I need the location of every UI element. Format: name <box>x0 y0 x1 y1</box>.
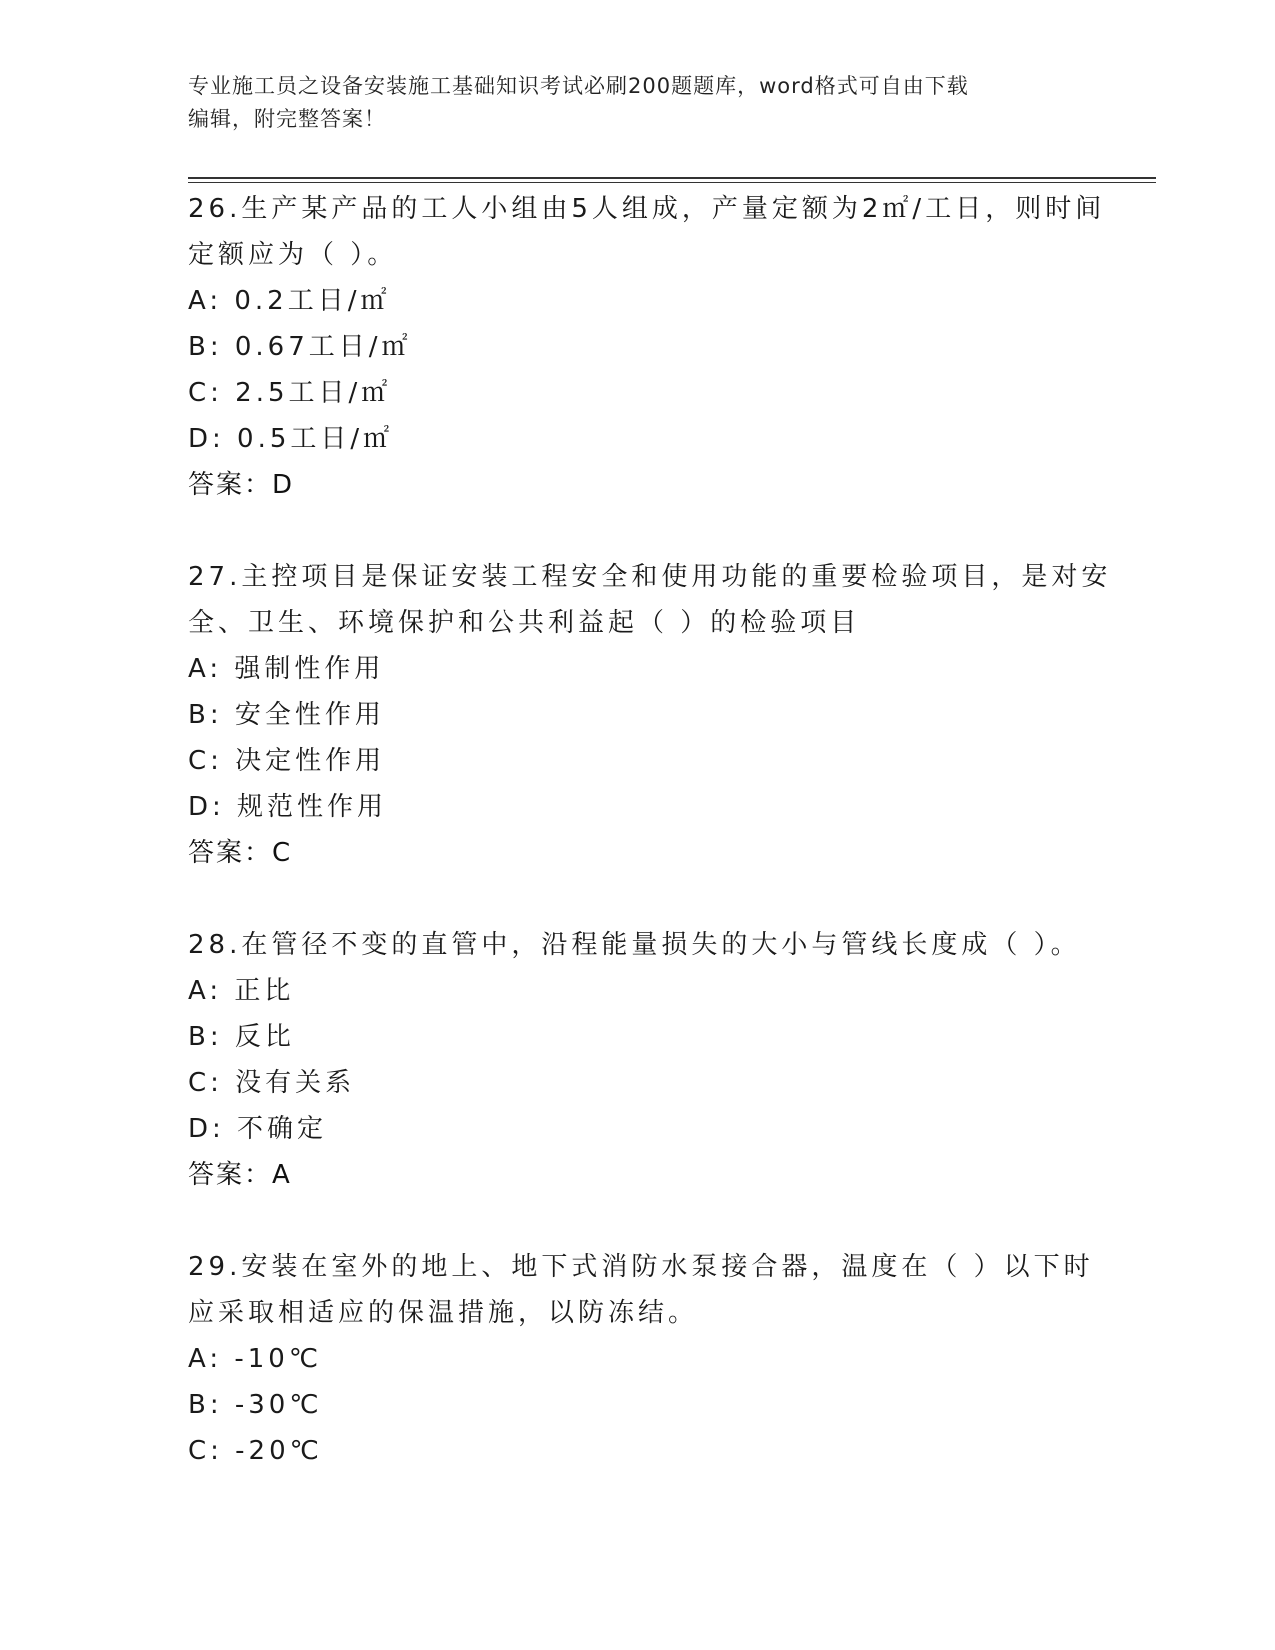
question-stem-continued: 定额应为（ ）。 <box>188 240 398 270</box>
document-header <box>188 70 1088 136</box>
question-stem: 29.安装在室外的地上、地下式消防水泵接合器，温度在（ ）以下时 <box>188 1252 1094 1282</box>
header-line-1: 专业施工员之设备安装施工基础知识考试必刷200题题库，word格式可自由下载 <box>188 74 969 98</box>
header-divider-thick <box>188 177 1156 179</box>
question-28 <box>188 922 1088 1198</box>
question-stem: 27.主控项目是保证安装工程安全和使用功能的重要检验项目，是对安 <box>188 562 1112 592</box>
answer: 答案：A <box>188 1160 292 1190</box>
question-stem: 26.生产某产品的工人小组由5人组成，产量定额为2㎡/工日，则时间 <box>188 194 1106 224</box>
option-c: C: 没有关系 <box>188 1068 356 1098</box>
option-c: C: 2.5工日/㎡ <box>188 378 392 408</box>
option-c: C: -20℃ <box>188 1436 323 1466</box>
option-c: C: 决定性作用 <box>188 746 386 776</box>
question-27 <box>188 554 1112 876</box>
option-d: D: 0.5工日/㎡ <box>188 424 394 454</box>
option-d: D: 规范性作用 <box>188 792 388 822</box>
option-a: A: 0.2工日/㎡ <box>188 286 391 316</box>
question-stem: 28.在管径不变的直管中，沿程能量损失的大小与管线长度成（ ）。 <box>188 930 1081 960</box>
question-26 <box>188 186 1106 508</box>
question-29 <box>188 1244 1094 1474</box>
option-a: A: -10℃ <box>188 1344 323 1374</box>
option-b: B: -30℃ <box>188 1390 323 1420</box>
option-b: B: 反比 <box>188 1022 295 1052</box>
answer: 答案：D <box>188 470 295 500</box>
option-b: B: 0.67工日/㎡ <box>188 332 412 362</box>
option-d: D: 不确定 <box>188 1114 328 1144</box>
header-line-2: 编辑，附完整答案！ <box>188 107 386 131</box>
option-b: B: 安全性作用 <box>188 700 385 730</box>
header-divider-thin <box>188 182 1156 183</box>
option-a: A: 正比 <box>188 976 295 1006</box>
question-stem-continued: 全、卫生、环境保护和公共利益起（ ）的检验项目 <box>188 608 861 638</box>
option-a: A: 强制性作用 <box>188 654 385 684</box>
question-stem-continued: 应采取相适应的保温措施，以防冻结。 <box>188 1298 699 1328</box>
answer: 答案：C <box>188 838 293 868</box>
